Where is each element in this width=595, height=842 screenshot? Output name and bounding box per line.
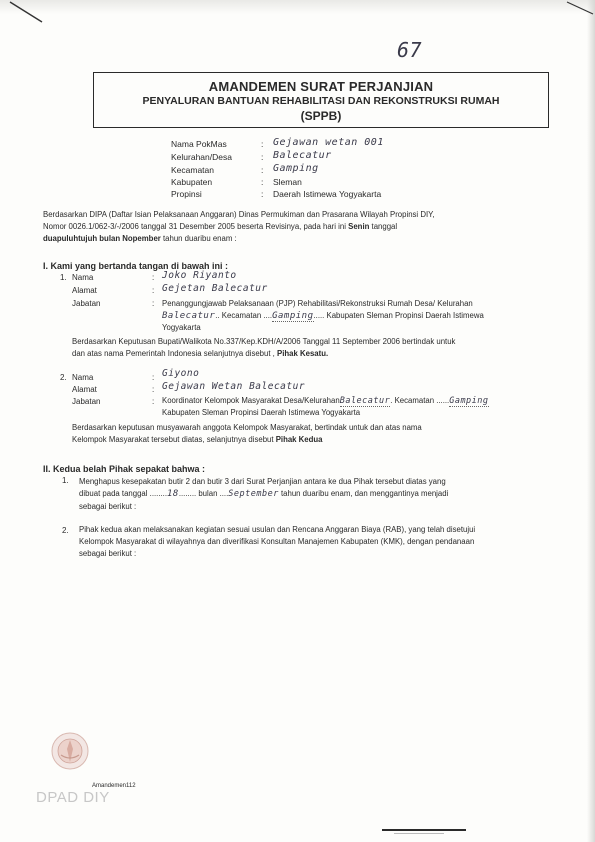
- party-2-jabatan-line-1: [162, 395, 562, 408]
- kabupaten-value: Sleman: [273, 177, 302, 187]
- intro-line-1: Berdasarkan DIPA (Daftar Isian Pelaksanaan Anggaran) Dinas Permukiman dan Prasarana Wilayah Propinsi DIY,: [43, 210, 435, 219]
- kecamatan-value: Gamping: [273, 163, 319, 174]
- section-2-heading: II. Kedua belah Pihak sepakat bahwa :: [43, 464, 206, 474]
- item-2-number: 2.: [62, 526, 69, 535]
- alamat-label: Alamat: [72, 385, 97, 394]
- intro-date: duapuluhtujuh bulan Nopember: [43, 234, 161, 243]
- colon: :: [261, 165, 264, 175]
- intro-text: tahun duaribu enam :: [160, 234, 237, 243]
- party-1-basis-line-1: Berdasarkan Keputusan Bupati/Walikota No.337/Kep.KDH/A/2006 Tanggal 11 September 2006 bertindak untuk: [72, 337, 456, 346]
- nama-label: Nama: [72, 273, 94, 282]
- item-text: tahun duaribu enam, dan menggantinya menjadi: [278, 489, 449, 498]
- colon: :: [261, 189, 264, 199]
- party-2-address: Gejawan Wetan Balecatur: [162, 381, 306, 392]
- item-text: dibuat pada tanggal ........: [79, 489, 167, 498]
- header-underline: [93, 127, 549, 128]
- propinsi-value: Daerah Istimewa Yogyakarta: [273, 189, 382, 199]
- item-1-number: 1.: [62, 476, 69, 485]
- scan-edge: [587, 0, 595, 842]
- basis-text: Kelompok Masyarakat tersebut diatas, selanjutnya disebut: [72, 435, 276, 444]
- party-2-jabatan-line-2: Kabupaten Sleman Propinsi Daerah Istimewa Yogyakarta: [162, 408, 361, 417]
- colon: :: [152, 299, 155, 308]
- document-title: AMANDEMEN SURAT PERJANJIAN: [208, 79, 434, 94]
- item-1-line-2: [79, 488, 564, 501]
- party-2-name: Giyono: [162, 368, 200, 379]
- party-1-kelurahan: Balecatur: [162, 311, 216, 321]
- agreement-month: September: [228, 489, 279, 499]
- info-label: Propinsi: [171, 189, 202, 199]
- basis-text: dan atas nama Pemerintah Indonesia selanjutnya disebut ,: [72, 349, 278, 358]
- section-1-heading: I. Kami yang bertanda tangan di bawah ini :: [43, 261, 229, 271]
- dpad-seal-logo: [50, 731, 90, 771]
- party-1-jabatan-line-1: Penanggungjawab Pelaksanaan (PJP) Rehabilitasi/Rekonstruksi Rumah Desa/ Kelurahan: [162, 299, 473, 308]
- colon: :: [261, 177, 264, 187]
- info-label: Kabupaten: [171, 177, 213, 187]
- item-1-line-1: Menghapus kesepakatan butir 2 dan butir 3 dari Surat Perjanjian antara ke dua Pihak tersebut diatas yang: [79, 477, 446, 486]
- bottom-rule-faint: [394, 833, 444, 834]
- party-2-kelurahan: Balecatur: [339, 396, 391, 406]
- info-label: Kelurahan/Desa: [171, 152, 232, 162]
- intro-text: tanggal: [369, 222, 398, 231]
- party-1-number: 1.: [60, 273, 67, 282]
- item-2-line-1: Pihak kedua akan melaksanakan kegiatan sesuai usulan dan Rencana Anggaran Biaya (RAB), yang telah disetujui: [79, 525, 476, 534]
- party-1-jabatan-line-3: Yogyakarta: [162, 323, 201, 332]
- colon: :: [152, 397, 155, 406]
- footer-code: Amandemen112: [92, 783, 136, 789]
- jabatan-text: Koordinator Kelompok Masyarakat Desa/Kelurahan: [162, 396, 340, 405]
- party-2-number: 2.: [60, 373, 67, 382]
- colon: :: [152, 385, 155, 394]
- party-1-basis-line-2: [72, 348, 562, 360]
- info-label: Kecamatan: [171, 165, 214, 175]
- jabatan-text: .. Kecamatan ....: [215, 311, 273, 320]
- kelurahan-value: Balecatur: [273, 150, 332, 161]
- page-number: 67: [397, 38, 423, 62]
- item-2-line-2: Kelompok Masyarakat di wilayahnya dan diverifikasi Konsultan Manajemen Kabupaten (KMK), dengan pendanaan: [79, 537, 475, 546]
- pokmas-value: Gejawan wetan 001: [273, 137, 384, 148]
- party-1-name: Joko Riyanto: [162, 270, 237, 281]
- item-2-line-3: sebagai berikut :: [79, 549, 137, 558]
- jabatan-text: ..... Kabupaten Sleman Propinsi Daerah Istimewa: [313, 311, 484, 320]
- intro-line-2: [43, 221, 563, 233]
- colon: :: [152, 286, 155, 295]
- party-1-address: Gejetan Balecatur: [162, 283, 268, 294]
- scan-shadow: [0, 0, 595, 14]
- info-label: Nama PokMas: [171, 139, 227, 149]
- intro-day: Senin: [348, 222, 370, 231]
- pihak-kesatu: Pihak Kesatu.: [277, 349, 329, 358]
- colon: :: [261, 139, 264, 149]
- document-subtitle: PENYALURAN BANTUAN REHABILITASI DAN REKONSTRUKSI RUMAH: [142, 95, 500, 107]
- intro-text: Nomor 0026.1/062-3/-/2006 tanggal 31 Desember 2005 beserta Revisinya, pada hari ini: [43, 222, 349, 231]
- item-1-line-3: sebagai berikut :: [79, 502, 137, 511]
- pen-stroke-mark-right: [565, 0, 595, 18]
- alamat-label: Alamat: [72, 286, 97, 295]
- colon: :: [152, 273, 155, 282]
- party-1-kecamatan: Gamping: [272, 311, 314, 321]
- document-abbr: (SPPB): [300, 109, 342, 123]
- intro-line-3: [43, 233, 563, 245]
- bottom-rule: [382, 829, 466, 831]
- party-2-basis-line-2: [72, 434, 562, 446]
- colon: :: [261, 152, 264, 162]
- party-2-kecamatan: Gamping: [449, 396, 489, 406]
- pihak-kedua: Pihak Kedua: [275, 435, 323, 444]
- party-1-jabatan-line-2: [162, 310, 562, 323]
- jabatan-label: Jabatan: [72, 397, 101, 406]
- party-2-basis-line-1: Berdasarkan keputusan musyawarah anggota Kelompok Masyarakat, bertindak untuk dan atas nama: [72, 423, 422, 432]
- item-text: ........ bulan ....: [178, 489, 229, 498]
- pen-stroke-mark: [2, 0, 62, 30]
- jabatan-text: . Kecamatan ......: [390, 396, 450, 405]
- agreement-date: 18: [167, 489, 179, 499]
- jabatan-label: Jabatan: [72, 299, 101, 308]
- colon: :: [152, 373, 155, 382]
- watermark: DPAD DIY: [36, 789, 110, 806]
- nama-label: Nama: [72, 373, 94, 382]
